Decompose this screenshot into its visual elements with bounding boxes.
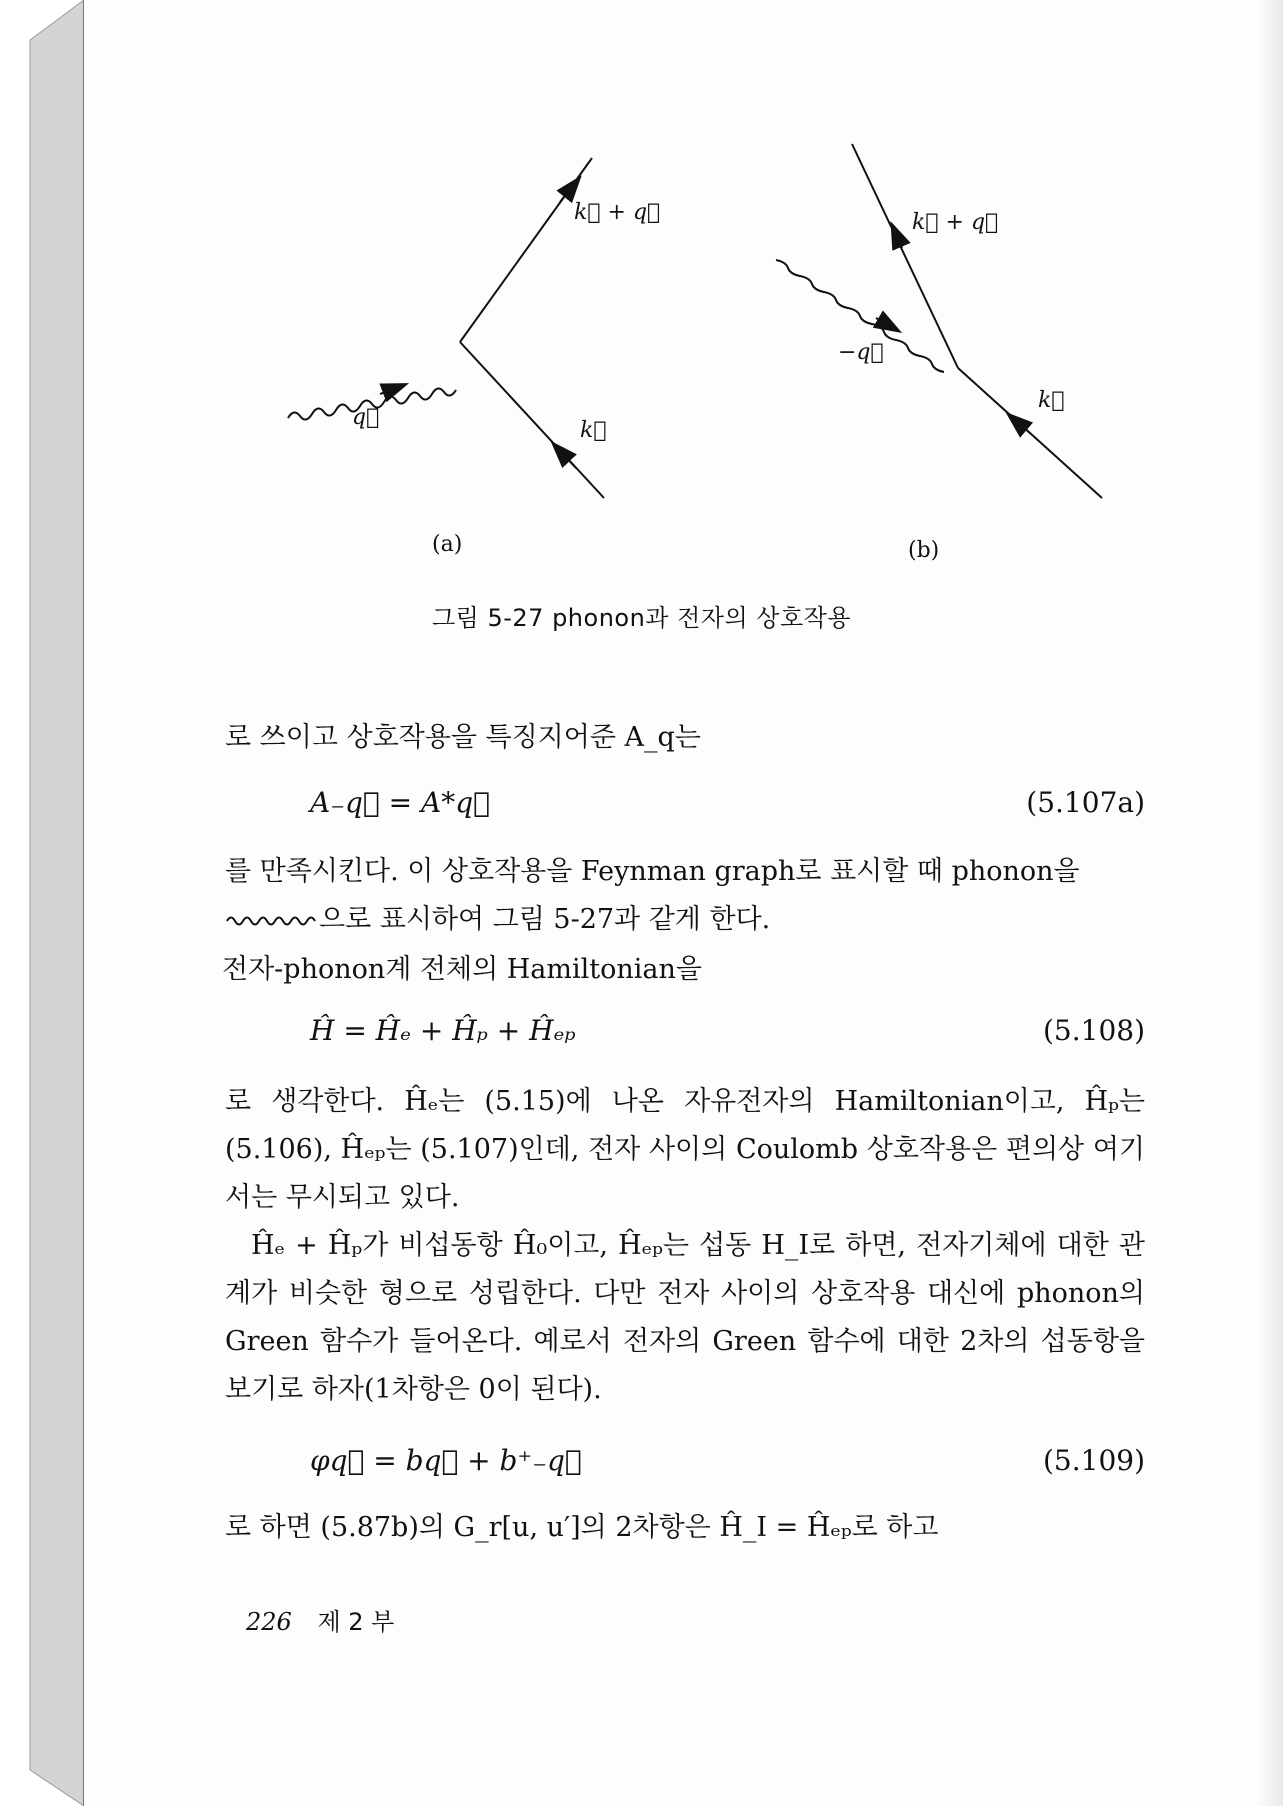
paragraph-4: 로 생각한다. Ĥₑ는 (5.15)에 나온 자유전자의 Hamiltonian이고, Ĥₚ는 (5.106), Ĥₑₚ는 (5.107)인데, 전자 사이의 Coulomb 상호작용은 편의상 여기서는 무시되고 있다. — [225, 1086, 1145, 1213]
page-footer — [246, 1602, 394, 1637]
equation-lhs: Ĥ = Ĥₑ + Ĥₚ + Ĥₑₚ — [310, 1014, 576, 1047]
label-a-k-plus-q: k⃗ + q⃗ — [574, 200, 661, 225]
label-b-minus-q: −q⃗ — [838, 340, 884, 365]
part-label: 제 2 부 — [317, 1608, 395, 1636]
feynman-figure — [0, 0, 1283, 600]
equation-number: (5.107a) — [1026, 786, 1145, 819]
label-a-k: k⃗ — [580, 418, 607, 443]
page-number: 226 — [246, 1608, 292, 1636]
paragraph-2b-text: 으로 표시하여 그림 5-27과 같게 한다. — [319, 904, 771, 935]
paragraph-2a: 를 만족시킨다. 이 상호작용을 Feynman graph로 표시할 때 phonon을 — [225, 856, 1080, 887]
label-b-k: k⃗ — [1038, 388, 1065, 413]
paragraph-5: Ĥₑ + Ĥₚ가 비섭동항 Ĥ₀이고, Ĥₑₚ는 섭동 H_I로 하면, 전자기체에 대한 관계가 비슷한 형으로 성립한다. 다만 전자 사이의 상호작용 대신에 phonon의 Green 함수가 들어온다. 예로서 전자의 Green 함수에 대한 2차의 섭동항을 보기로 하자(1차항은 0이 된다). — [225, 1230, 1145, 1405]
equation-number: (5.109) — [1042, 1444, 1145, 1477]
equation-lhs: A₋q⃗ = A*q⃗ — [310, 786, 490, 819]
label-b-k-plus-q: k⃗ + q⃗ — [912, 210, 999, 235]
figure-caption: 그림 5-27 phonon과 전자의 상호작용 — [431, 604, 852, 632]
diagram-a — [288, 158, 604, 498]
equation-5-109 — [310, 1444, 1145, 1488]
feynman-diagrams — [0, 0, 1283, 600]
wavy-line-icon — [225, 912, 319, 930]
equation-5-107a — [310, 786, 1145, 830]
diagram-b — [776, 144, 1102, 498]
equation-lhs: φq⃗ = bq⃗ + b⁺₋q⃗ — [310, 1444, 582, 1477]
paragraph-2b — [225, 896, 1145, 944]
label-a-q: q⃗ — [352, 405, 380, 430]
equation-5-108 — [310, 1014, 1145, 1058]
equation-number: (5.108) — [1042, 1014, 1145, 1047]
paragraph-1: 로 쓰이고 상호작용을 특징지어준 A_q는 — [225, 722, 701, 753]
panel-a-label: (a) — [432, 532, 463, 557]
paragraph-3: 전자-phonon계 전체의 Hamiltonian을 — [222, 954, 702, 985]
paragraph-6: 로 하면 (5.87b)의 G_r[u, u′]의 2차항은 Ĥ_I = Ĥₑₚ로 하고 — [225, 1512, 939, 1543]
panel-b-label: (b) — [908, 538, 940, 563]
